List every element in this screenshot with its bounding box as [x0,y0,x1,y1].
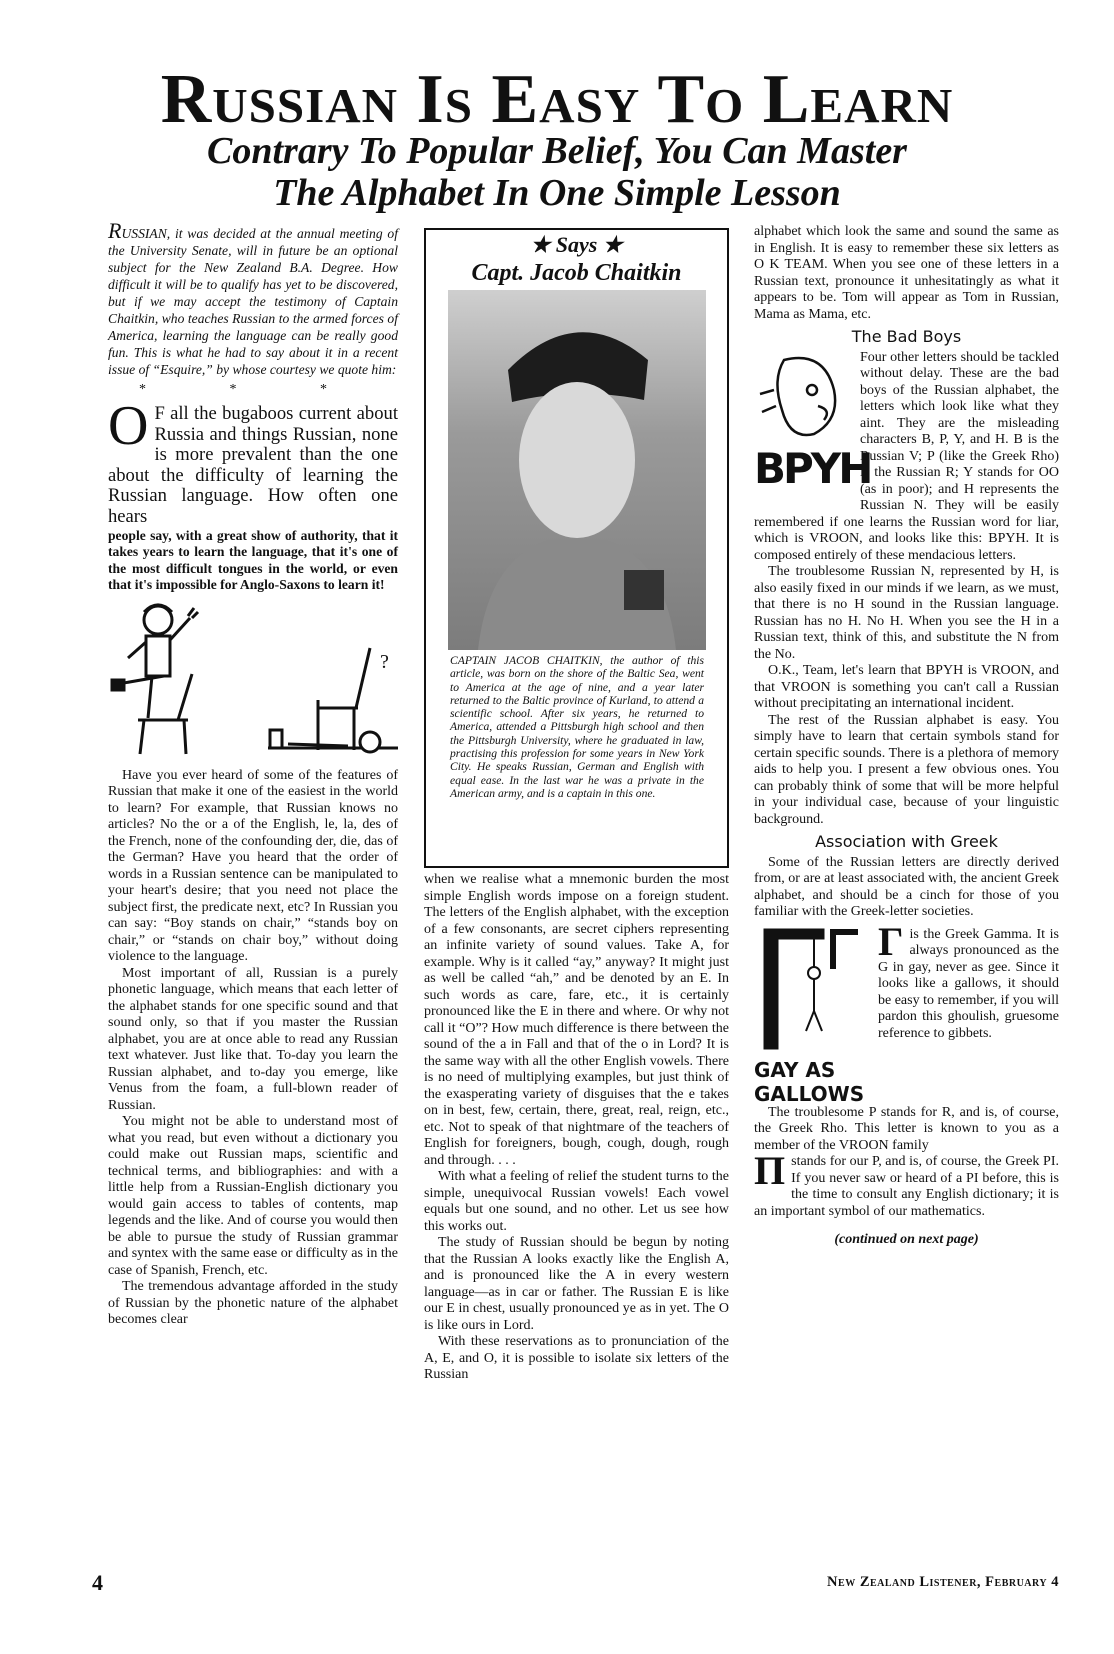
bad-boys-illustration [754,350,871,500]
column-left-body [108,768,398,1329]
pi-text: stands for our P, and is, of course, the Greek PI. If you never saw or heard of a PI before, this is the time to consult any English dictionary; it is an important symbol of our mathematics. [754,1154,1059,1219]
column-right [754,224,1059,1249]
col1-paragraph: Have you ever heard of some of the features of Russian that make it one of the easiest in the world to learn? For example, that Russian knows no articles? No the or a of the English, le, la, des of the French, none of the confounding der, die, das of the German? Have you heard that the order of words in a Russian sentence can be manipulated to your heart's desire; that you need not place the subject first, the predicate next, etc? In Russian you can say: “Boy stands on chair,” “stands boy on chair,” or “stands on chair boy,” without doing violence to the language. [108,767,398,965]
footer-credit: New Zealand Listener, February 4 [827,1574,1059,1590]
pi-paragraph [754,1148,1059,1220]
rho-paragraph: The troublesome P stands for R, and is, of course, the Greek Rho. This letter is known to you as a member of the VROON family [754,1104,1059,1153]
continued-note: (continued on next page) [834,1232,979,1247]
page-number: 4 [92,1570,103,1595]
gamma-drop-letter: Г [878,918,904,964]
gamma-block [754,918,1059,1106]
subhead-greek: Association with Greek [815,832,998,851]
col3-paragraph: The troublesome Russian N, represented by H, is also easily fixed in our minds if we learn, as we must, that there is no H sound in the Russian language. Russian has no H. No H. When you see the H in a Russian text, think of this, and substitute the N from the No. [754,564,1059,662]
subheadline [0,130,1114,214]
col3-paragraph: The rest of the Russian alphabet is easy. You simply have to learn that certain symbols stand for certain specific sounds. There is a plethora of memory aids to help you. I present a few obvious ones. You can probably think of some that will be more helpful in your individual case, because of your linguistic background. [754,712,1059,827]
col2-paragraph: With what a feeling of relief the student turns to the simple, unequivocal Russian vowels! Each vowel equals but one sound, and no other. Let us see how this works out. [424,1169,729,1234]
photo-caption: CAPTAIN JACOB CHAITKIN, the author of this article, was born on the shore of the Baltic Sea, went to America at the age of nine, and a year later returned to the Baltic province of Kurland, to attend a scientific school. After six years, he returned to America, attended a Pittsburgh high school and then the Pittsburgh University, where he graduated in law, practising this profession for some years in New York City. He speaks Russian, German and English with equal ease. In the last war he was a private in the American army, and is a captain in this one. [450,654,704,800]
author-photo [448,290,706,650]
lead-drop-cap: O [108,395,149,457]
subheadline-line-2: The Alphabet In One Simple Lesson [273,172,841,214]
caricature-head [754,350,854,440]
intro-paragraph [108,218,398,378]
column-left [108,218,398,1329]
greek-intro-paragraph: Some of the Russian letters are directly derived from, or are at least associated with, the ancient Greek alphabet, and should be a cinch for those of you familiar with the Greek-letter societies. [754,854,1059,919]
boy-on-chair-illustration [108,598,398,758]
says-label: ★ Says ★ [530,232,623,257]
col3-paragraph: O.K., Team, let's learn that BPYH is VROON, and that VROON is something you can't call a Russian without precipitating an international incident. [754,663,1059,711]
col1-paragraph: You might not be able to understand most of what you read, but even without a dictionary you could make out Russian maps, scientific and technical terms, and bibliographies: and with a little help from a Russian-English dictionary you would gain access to tables of contents, map legends and the like. And of course you would then be able to pursue the study of Russian grammar and syntex with the same ease or difficulty as in the case of Spanish, French, etc. [108,1114,398,1278]
author-name: Capt. Jacob Chaitkin [471,260,682,286]
gallows-drawing [754,927,872,1053]
col2-paragraph: The study of Russian should be begun by noting that the Russian A looks exactly like the English A, and is pronounced like the A in every western language—as in car or father. The Russian E is like our E in chest, usually pronounced ye as in yet. The O is like ours in Lord. [424,1235,729,1333]
intro-drop-cap: R [108,218,122,243]
pi-drop-letter: П [754,1148,786,1193]
bad-boys-paragraph: Four other letters should be tackled without delay. These are the bad boys of the Russian alphabet, the letters which look like what they aint. They are the misleading characters B, P, Y, and H. B is the Russian V; P (like the Greek Rho) is the Russian R; Y stands for OO (as in poor); and H represents the Russian N. They will be easily remembered if one learns the Russian word for liar, which is VROON, and looks like this: BPYH. It is composed entirely of these mendacious letters. [754,349,1059,563]
subhead-bad-boys: The Bad Boys [851,327,962,346]
intro-text: USSIAN, it was decided at the annual meeting of the University Senate, will in future be an optional subject for the New Zealand B.A. Degree. How difficult it will be to qualify has yet to be discovered, but if we may accept the testimony of Captain Chaitkin, who teaches Russian to the armed forces of America, learning the language can be really good fun. This is what he had to say about it in a recent issue of “Esquire,” by whose courtesy we quote him: [108,226,398,377]
lead-paragraph [108,395,398,528]
col3-top-paragraph: alphabet which look the same and sound the same as in English. It is easy to remember these six letters as O K TEAM. When you see one of these letters in a Russian text, pronounce it unhesitatingly as what it appears to be. Tom will appear as Tom in Russian, Mama as Mama, etc. [754,224,1059,322]
col1-paragraph: Most important of all, Russian is a purely phonetic language, which means that each letter of the alphabet stands for one specific sound and that sound only, so that if you master the Russian alphabet, you are at once able to read any Russian text whatever. Just like that. To-day you learn the Russian alphabet, and to-day you emerge, like Venus from the foam, a full-blown reader of Russian. [108,965,398,1113]
gamma-text: is the Greek Gamma. It is always pronounced as the G in gay, never as gee. Since it looks like a gallows, it should be easy to remember, if you will pardon this ghoulish, gruesome reference to gibbets. [878,926,1059,1041]
gallows-illustration [754,927,872,1105]
section-stars: * * * [139,382,367,397]
gay-as-label: GAY AS [754,1058,836,1082]
svg-text:?: ? [380,650,389,673]
portrait-silhouette [448,290,706,650]
lead-text: F all the bugaboos current about Russia and things Russian, none is more prevalent than the one about the difficulty of learning the Russian language. How often one hears [108,403,398,527]
col2-paragraph: With these reservations as to pronunciation of the A, E, and O, it is possible to isolate six letters of the Russian [424,1334,729,1382]
headline: Russian Is Easy To Learn [160,61,954,138]
col2-paragraph: when we realise what a mnemonic burden the most simple English words impose on a foreign student. The letters of the English alphabet, with the exception of a few consonants, are secret ciphers representing an infinite variety of sound values. Take A, for example. Why is it called “ay,” anyway? It might just as well be called “ah,” and be denoted by an E. In such words as care, fare, etc., it is certainly pronounced like the E in there and where. Or why not call it “O”? How much difference is there between the sound of the a in Fall and that of the o in Lord? It is the same way with all the other English vowels. There is no need of multiplying examples, but just think of the exasperating variety of disguises that the e takes on in best, few, certain, there, great, real, reign, etc., etc. Not to speak of that nightmare of the teachers of English for foreigners, bough, cough, dough, rough and through. . . . [424,872,729,1168]
lead-continuation: people say, with a great show of authority, that it takes years to learn the language, that it's one of the most difficult tongues in the world, or even that it's impossible for Anglo-Saxons to learn it! [108,527,398,593]
gallows-label: GALLOWS [754,1082,865,1106]
col1-paragraph: The tremendous advantage afforded in the study of Russian by the phonetic nature of the alphabet becomes clear [108,1279,398,1328]
bpyh-letters: BPYH [754,444,871,493]
subheadline-line-1: Contrary To Popular Belief, You Can Master [207,130,907,172]
column-middle-body [424,872,729,1384]
